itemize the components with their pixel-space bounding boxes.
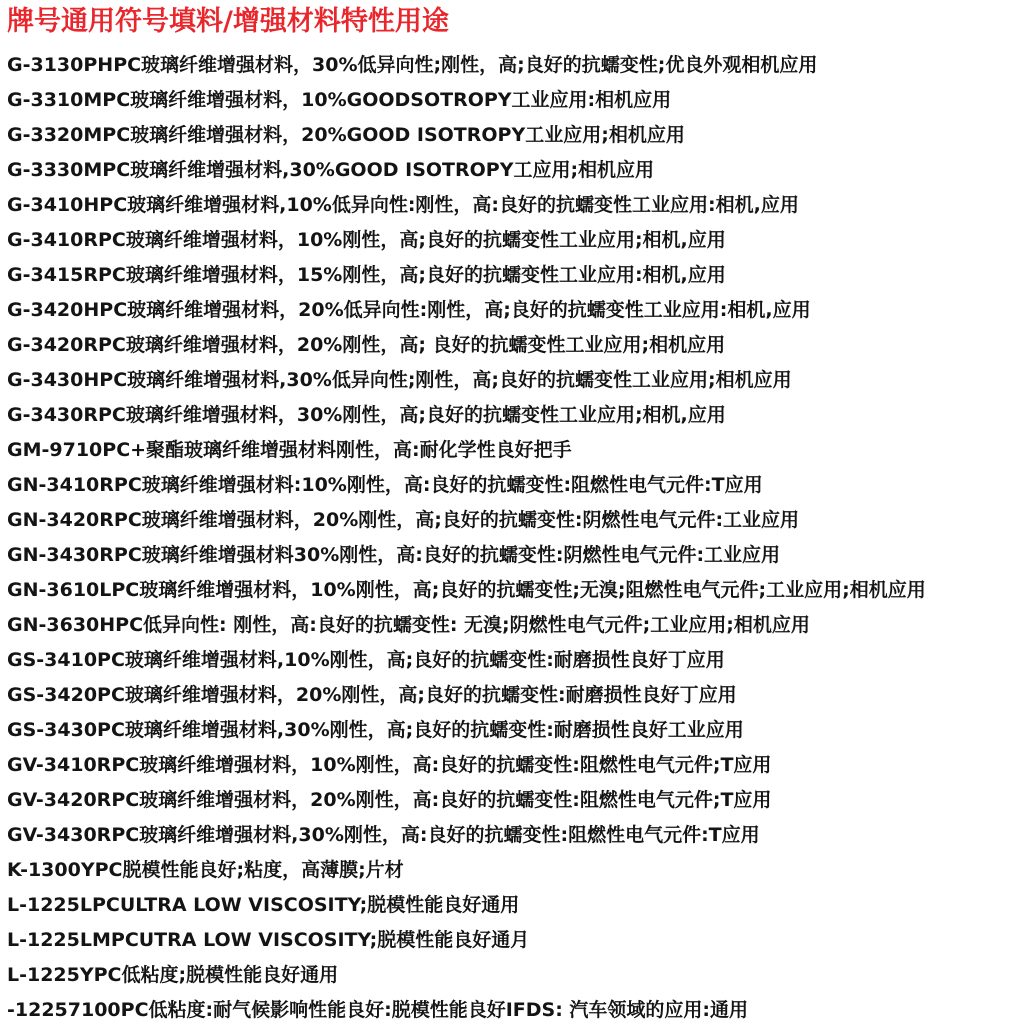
grade-row: G-3415RPC玻璃纤维增强材料，15%刚性，高;良好的抗蠕变性工业应用:相机,应用	[7, 264, 726, 286]
grade-row: L-1225LPCULTRA LOW VISCOSITY;脱模性能良好通用	[7, 894, 520, 916]
grade-row: GS-3430PC玻璃纤维增强材料,30%刚性，高;良好的抗蠕变性:耐磨损性良好工业应用	[7, 719, 744, 741]
grade-row: GN-3430RPC玻璃纤维增强材料30%刚性，高:良好的抗蠕变性:阴燃性电气元件:工业应用	[7, 544, 781, 566]
grade-row: G-3420HPC玻璃纤维增强材料，20%低异向性:刚性，高;良好的抗蠕变性工业应用:相机,应用	[7, 299, 811, 321]
grade-row: GV-3420RPC玻璃纤维增强材料，20%刚性，高:良好的抗蠕变性:阻燃性电气元件;T应用	[7, 789, 772, 811]
grade-row: GN-3610LPC玻璃纤维增强材料，10%刚性，高;良好的抗蠕变性;无溴;阻燃性电气元件;工业应用;相机应用	[7, 579, 926, 601]
grade-row: G-3130PHPC玻璃纤维增强材料，30%低异向性;刚性，高;良好的抗蠕变性;优良外观相机应用	[7, 54, 818, 76]
grade-row: -12257100PC低粘度:耐气候影响性能良好:脱模性能良好IFDS: 汽车领域的应用:通用	[7, 999, 749, 1021]
grade-row: K-1300YPC脱模性能良好;粘度，高薄膜;片材	[7, 859, 404, 881]
grade-row: GN-3420RPC玻璃纤维增强材料，20%刚性，高;良好的抗蠕变性:阴燃性电气元件:工业应用	[7, 509, 800, 531]
grade-row: GS-3410PC玻璃纤维增强材料,10%刚性，高;良好的抗蠕变性:耐磨损性良好丁应用	[7, 649, 725, 671]
grade-row: G-3330MPC玻璃纤维增强材料,30%GOOD ISOTROPY工应用;相机应用	[7, 159, 655, 181]
grade-row: GN-3410RPC玻璃纤维增强材料:10%刚性，高:良好的抗蠕变性:阻燃性电气元件:T应用	[7, 474, 763, 496]
grade-row: GN-3630HPC低异向性: 刚性，高:良好的抗蠕变性: 无溴;阴燃性电气元件;工业应用;相机应用	[7, 614, 810, 636]
grade-row: L-1225LMPCUTRA LOW VISCOSITY;脱模性能良好通月	[7, 929, 530, 951]
grade-row: G-3320MPC玻璃纤维增强材料，20%GOOD ISOTROPY工业应用;相机应用	[7, 124, 685, 146]
page-title: 牌号通用符号填料/增强材料特性用途	[7, 6, 449, 37]
grade-row: G-3410HPC玻璃纤维增强材料,10%低异向性:刚性，高:良好的抗蠕变性工业应用:相机,应用	[7, 194, 799, 216]
grade-row: G-3430HPC玻璃纤维增强材料,30%低异向性;刚性，高;良好的抗蠕变性工业应用;相机应用	[7, 369, 792, 391]
grade-row: GM-9710PC+聚酯玻璃纤维增强材料刚性，高:耐化学性良好把手	[7, 439, 572, 461]
grade-row: G-3410RPC玻璃纤维增强材料，10%刚性，高;良好的抗蠕变性工业应用;相机,应用	[7, 229, 726, 251]
grade-row: G-3310MPC玻璃纤维增强材料，10%GOODSOTROPY工业应用:相机应用	[7, 89, 672, 111]
grade-list	[7, 48, 926, 1028]
grade-row: L-1225YPC低粘度;脱模性能良好通用	[7, 964, 339, 986]
grade-row: G-3430RPC玻璃纤维增强材料，30%刚性，高;良好的抗蠕变性工业应用;相机,应用	[7, 404, 726, 426]
grade-row: GS-3420PC玻璃纤维增强材料，20%刚性，高;良好的抗蠕变性:耐磨损性良好丁应用	[7, 684, 737, 706]
grade-row: GV-3430RPC玻璃纤维增强材料,30%刚性，高:良好的抗蠕变性:阻燃性电气元件:T应用	[7, 824, 760, 846]
grade-row: G-3420RPC玻璃纤维增强材料，20%刚性，高; 良好的抗蠕变性工业应用;相机应用	[7, 334, 726, 356]
grade-row: GV-3410RPC玻璃纤维增强材料，10%刚性，高:良好的抗蠕变性:阻燃性电气元件;T应用	[7, 754, 772, 776]
